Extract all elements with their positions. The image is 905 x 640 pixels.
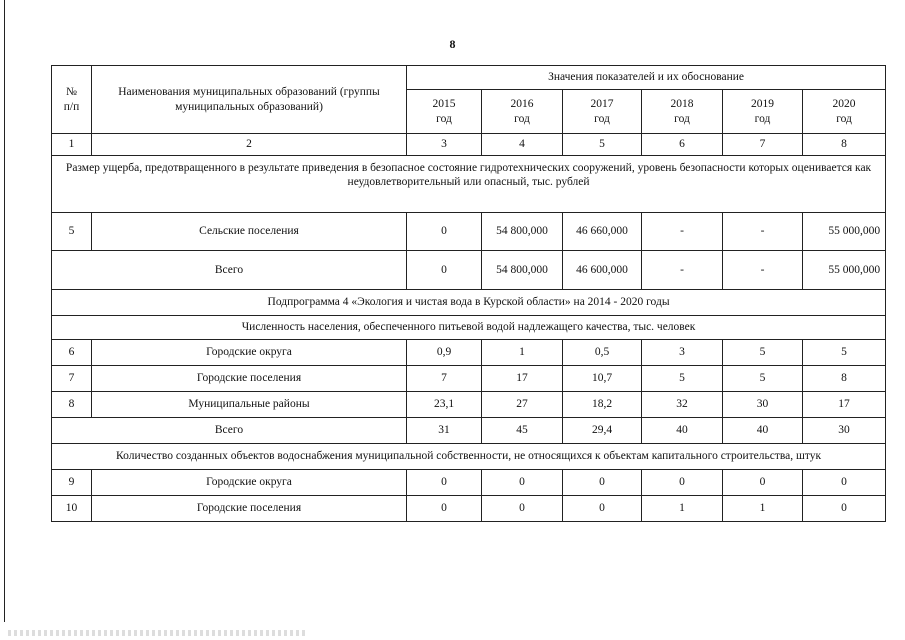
value-2019: - — [723, 213, 803, 251]
value-2017: 10,7 — [563, 366, 642, 392]
value-2017: 46 600,000 — [563, 251, 642, 290]
table-row — [52, 340, 886, 366]
value-2017: 0 — [563, 496, 642, 522]
col-number: 3 — [407, 134, 482, 156]
header-year-2020: 2020 год — [803, 90, 886, 134]
value-2016: 54 800,000 — [482, 213, 563, 251]
col-number: 1 — [52, 134, 92, 156]
value-2020: 30 — [803, 418, 886, 444]
section-water-objects-title: Количество созданных объектов водоснабжения муниципальной собственности, не относящихся к объектам капитального строительства, штук — [52, 444, 886, 470]
value-2019: 40 — [723, 418, 803, 444]
section-subprogram-title: Подпрограмма 4 «Экология и чистая вода в Курской области» на 2014 - 2020 годы — [52, 290, 886, 316]
col-number: 6 — [642, 134, 723, 156]
scan-artifact — [8, 630, 308, 636]
value-2019: 30 — [723, 392, 803, 418]
value-2017: 29,4 — [563, 418, 642, 444]
value-2019: 5 — [723, 340, 803, 366]
value-2015: 31 — [407, 418, 482, 444]
value-2017: 46 660,000 — [563, 213, 642, 251]
value-2016: 45 — [482, 418, 563, 444]
value-2019: 1 — [723, 496, 803, 522]
value-2018: 5 — [642, 366, 723, 392]
value-2018: - — [642, 213, 723, 251]
header-values-group: Значения показателей и их обоснование — [407, 66, 886, 90]
row-name: Городские округа — [92, 340, 407, 366]
col-number: 4 — [482, 134, 563, 156]
table-row — [52, 213, 886, 251]
section-population-title: Численность населения, обеспеченного питьевой водой надлежащего качества, тыс. человек — [52, 316, 886, 340]
value-2015: 0 — [407, 251, 482, 290]
total-label: Всего — [52, 251, 407, 290]
value-2017: 0,5 — [563, 340, 642, 366]
header-year-2018: 2018 год — [642, 90, 723, 134]
value-2020: 8 — [803, 366, 886, 392]
value-2020: 0 — [803, 470, 886, 496]
row-number: 8 — [52, 392, 92, 418]
value-2016: 17 — [482, 366, 563, 392]
col-number: 5 — [563, 134, 642, 156]
value-2015: 0 — [407, 496, 482, 522]
value-2015: 0 — [407, 213, 482, 251]
value-2018: 32 — [642, 392, 723, 418]
row-name: Городские поселения — [92, 366, 407, 392]
row-name: Сельские поселения — [92, 213, 407, 251]
value-2018: 40 — [642, 418, 723, 444]
value-2015: 0,9 — [407, 340, 482, 366]
value-2016: 0 — [482, 470, 563, 496]
row-name: Городские округа — [92, 470, 407, 496]
value-2020: 5 — [803, 340, 886, 366]
table-row — [52, 392, 886, 418]
header-year-2016: 2016 год — [482, 90, 563, 134]
header-name: Наименования муниципальных образований (группы муниципальных образований) — [92, 66, 407, 134]
row-number: 5 — [52, 213, 92, 251]
value-2017: 18,2 — [563, 392, 642, 418]
value-2019: 5 — [723, 366, 803, 392]
value-2020: 55 000,000 — [803, 213, 886, 251]
value-2018: 3 — [642, 340, 723, 366]
total-label: Всего — [52, 418, 407, 444]
column-numbers-row — [52, 134, 886, 156]
value-2018: 0 — [642, 470, 723, 496]
value-2019: 0 — [723, 470, 803, 496]
value-2018: - — [642, 251, 723, 290]
table-row — [52, 496, 886, 522]
value-2016: 27 — [482, 392, 563, 418]
row-number: 10 — [52, 496, 92, 522]
value-2020: 55 000,000 — [803, 251, 886, 290]
value-2018: 1 — [642, 496, 723, 522]
table-row — [52, 366, 886, 392]
value-2015: 7 — [407, 366, 482, 392]
value-2016: 0 — [482, 496, 563, 522]
value-2020: 0 — [803, 496, 886, 522]
row-number: 9 — [52, 470, 92, 496]
header-year-2019: 2019 год — [723, 90, 803, 134]
table-row — [52, 470, 886, 496]
header-num: № п/п — [52, 66, 92, 134]
value-2015: 0 — [407, 470, 482, 496]
row-number: 6 — [52, 340, 92, 366]
value-2020: 17 — [803, 392, 886, 418]
col-number: 2 — [92, 134, 407, 156]
value-2015: 23,1 — [407, 392, 482, 418]
indicators-table — [51, 65, 886, 522]
row-number: 7 — [52, 366, 92, 392]
header-year-2017: 2017 год — [563, 90, 642, 134]
total-row — [52, 418, 886, 444]
value-2017: 0 — [563, 470, 642, 496]
col-number: 8 — [803, 134, 886, 156]
section-damage-title: Размер ущерба, предотвращенного в результате приведения в безопасное состояние гидротехнических сооружений, уровень безопасности которых оценивается как неудовлетворительный или опасный, тыс. рублей — [52, 156, 886, 213]
value-2016: 1 — [482, 340, 563, 366]
row-name: Муниципальные районы — [92, 392, 407, 418]
total-row — [52, 251, 886, 290]
value-2019: - — [723, 251, 803, 290]
page-number: 8 — [449, 37, 456, 51]
value-2016: 54 800,000 — [482, 251, 563, 290]
header-year-2015: 2015 год — [407, 90, 482, 134]
page-left-border — [4, 0, 5, 622]
row-name: Городские поселения — [92, 496, 407, 522]
col-number: 7 — [723, 134, 803, 156]
